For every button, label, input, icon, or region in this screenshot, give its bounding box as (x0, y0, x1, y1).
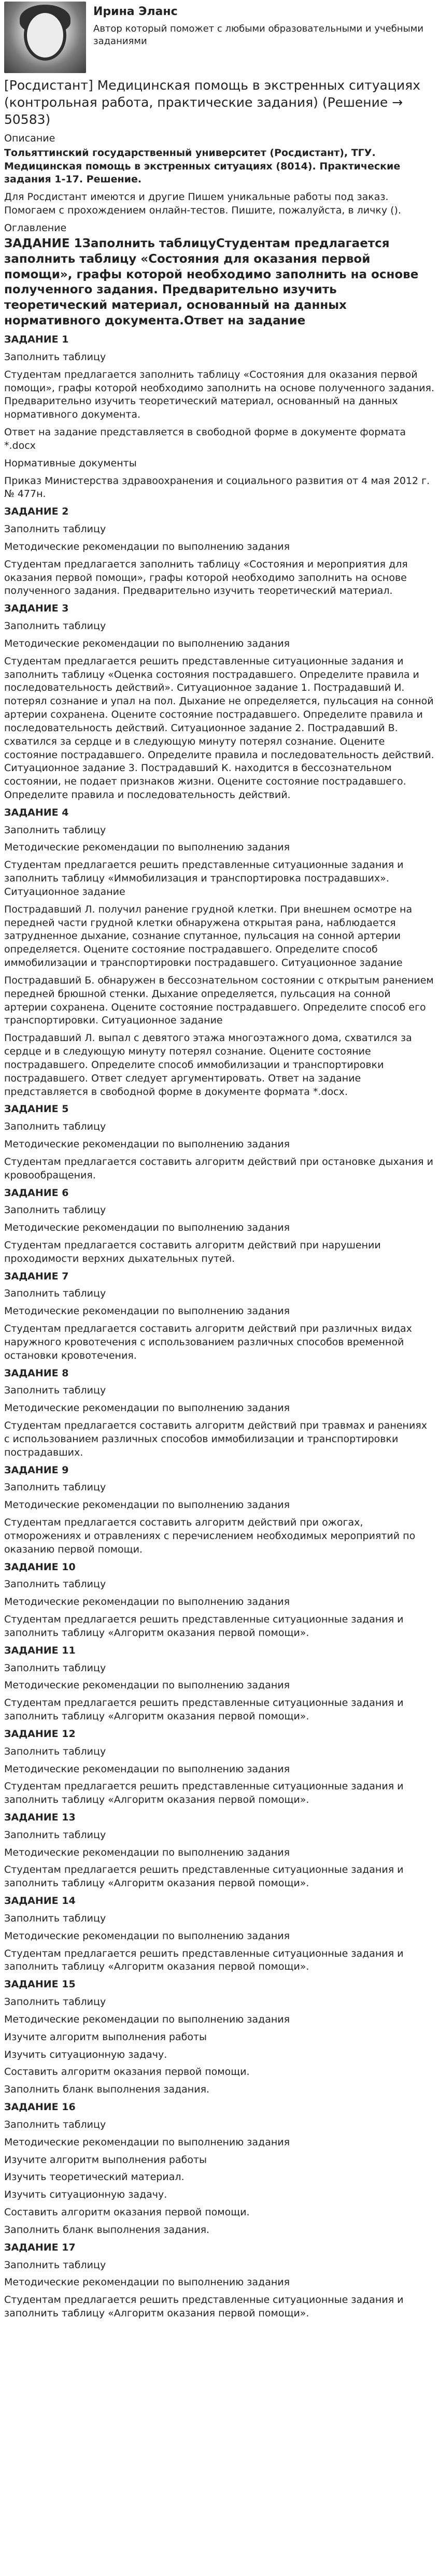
task-line: Методические рекомендации по выполнению задания (4, 2013, 290, 2025)
task-heading: ЗАДАНИЕ 7 (4, 1270, 69, 1282)
task-line: Заполнить таблицу (4, 2259, 106, 2271)
task-line: Студентам предлагается решить представленные ситуационные задания и заполнить таблицу «Алгоритм оказания первой помощи». (4, 1781, 404, 1806)
author-description: Автор который поможет с любыми образовательными и учебными заданиями (93, 23, 424, 47)
task-line: Заполнить бланк выполнения задания. (4, 2224, 210, 2236)
task-line: Студентам предлагается заполнить таблицу «Состояния и мероприятия для оказания первой помощи», графы которой необходимо заполнить на основе полученного задания. Предварительно изучить теоретический материал. (4, 558, 408, 597)
task-line: Заполнить таблицу (4, 1482, 106, 1493)
task-section (4, 1270, 435, 1363)
task-line: Изучить ситуационную задачу. (4, 2189, 167, 2201)
task-line: Студентам предлагается решить представленные ситуационные задания и заполнить таблицу «Алгоритм оказания первой помощи». (4, 1864, 404, 1889)
task-line: Заполнить таблицу (4, 1662, 106, 1674)
task-line: Заполнить таблицу (4, 1578, 106, 1590)
task-line: Методические рекомендации по выполнению задания (4, 1499, 290, 1511)
task-line: Методические рекомендации по выполнению задания (4, 1680, 290, 1691)
task-line: Пострадавший Б. обнаружен в бессознательном состоянии с открытым ранением передней брюшной стенки. Дыхание определяется, пульсация на сонной артерии сохранена. Оцените состояние пострадавшего. Определите способ его транспортировки. Ситуационное задание (4, 974, 434, 1027)
tasks-list (4, 333, 435, 2321)
task-line: Методические рекомендации по выполнению задания (4, 1402, 290, 1414)
task-line: Изучить ситуационную задачу. (4, 2048, 167, 2060)
task-line: Методические рекомендации по выполнению задания (4, 842, 290, 853)
task-line: Методические рекомендации по выполнению задания (4, 1222, 290, 1234)
task-line: Заполнить таблицу (4, 1996, 106, 2008)
task-section (4, 1811, 435, 1890)
task-line: Студентам предлагается составить алгоритм действий при ожогах, отморожениях и отравлениях с перечислением необходимых мероприятий по оказанию первой помощи. (4, 1517, 416, 1555)
task-section (4, 1187, 435, 1266)
task-section (4, 2101, 435, 2237)
task-heading: ЗАДАНИЕ 2 (4, 506, 69, 518)
page-title: [Росдистант] Медицинская помощь в экстренных ситуациях (контрольная работа, практические задания) (Решение → 50583) (4, 78, 420, 127)
task-line: Методические рекомендации по выполнению задания (4, 637, 290, 649)
task-line: Заполнить таблицу (4, 1829, 106, 1841)
task-section (4, 1895, 435, 1974)
task-line: Заполнить таблицу (4, 523, 106, 535)
task-heading: ЗАДАНИЕ 13 (4, 1811, 76, 1823)
task-section (4, 1103, 435, 1182)
task-line: Студентам предлагается составить алгоритм действий при травмах и ранениях с использованием различных способов иммобилизации и транспортировки пострадавших. (4, 1420, 427, 1458)
task-heading: ЗАДАНИЕ 10 (4, 1561, 76, 1573)
task-line: Студентам предлагается решить представленные ситуационные задания и заполнить таблицу «Алгоритм оказания первой помощи». (4, 1947, 404, 1973)
avatar (4, 2, 86, 73)
description-bold: Тольяттинский государственный университет (Росдистант), ТГУ. Медицинская помощь в экстренных ситуациях (8014). Практические задания 1-17. Решение. (4, 147, 401, 186)
task-heading: ЗАДАНИЕ 16 (4, 2101, 76, 2113)
toc-label: Оглавление (4, 222, 67, 234)
avatar-face (27, 13, 63, 58)
task-line: Заполнить таблицу (4, 1745, 106, 1757)
task-line: Составить алгоритм оказания первой помощи. (4, 2066, 250, 2078)
task-line: Методические рекомендации по выполнению задания (4, 540, 290, 552)
task-line: Заполнить бланк выполнения задания. (4, 2084, 210, 2096)
task-line: Методические рекомендации по выполнению задания (4, 2276, 290, 2288)
task-section (4, 1367, 435, 1460)
task-line: Студентам предлагается заполнить таблицу «Состояния для оказания первой помощи», графы которой необходимо заполнить на основе полученного задания. Предварительно изучить теоретический материал, основанный на данных нормативного документа. (4, 368, 434, 421)
author-header (4, 0, 435, 77)
task-section (4, 602, 435, 802)
task-line: Заполнить таблицу (4, 1912, 106, 1924)
task-section (4, 2241, 435, 2321)
task-line: Студентам предлагается составить алгоритм действий при различных видах наружного кровотечения с использованием различных способов временной остановки кровотечения. (4, 1323, 412, 1361)
task-line: Методические рекомендации по выполнению задания (4, 1305, 290, 1317)
task-line: Методические рекомендации по выполнению задания (4, 1763, 290, 1775)
task-heading: ЗАДАНИЕ 15 (4, 1979, 76, 1990)
task-line: Приказ Министерства здравоохранения и социального развития от 4 мая 2012 г. № 477н. (4, 475, 430, 500)
task-line: Студентам предлагается решить представленные ситуационные задания и заполнить таблицу «Иммобилизация и транспортировка пострадавших». Ситуационное задание (4, 859, 404, 898)
task-section (4, 505, 435, 598)
task-line: Методические рекомендации по выполнению задания (4, 2136, 290, 2148)
task-line: Заполнить таблицу (4, 1204, 106, 1216)
task-heading: ЗАДАНИЕ 3 (4, 603, 69, 615)
task-line: Заполнить таблицу (4, 824, 106, 836)
task-section (4, 1978, 435, 2097)
task-line: Методические рекомендации по выполнению задания (4, 1138, 290, 1150)
task-line: Методические рекомендации по выполнению задания (4, 1596, 290, 1608)
task-heading: ЗАДАНИЕ 12 (4, 1728, 76, 1740)
author-name[interactable]: Ирина Эланс (93, 5, 178, 18)
task-heading: ЗАДАНИЕ 17 (4, 2241, 76, 2253)
task-line: Студентам предлагается решить представленные ситуационные задания и заполнить таблицу «Алгоритм оказания первой помощи». (4, 1614, 404, 1639)
task-line: Заполнить таблицу (4, 620, 106, 632)
description-text: Для Росдистант имеются и другие Пишем уникальные работы под заказ. Помогаем с прохождением онлайн-тестов. Пишите, пожалуйста, в личку (). (4, 191, 401, 217)
task-heading: ЗАДАНИЕ 11 (4, 1644, 76, 1656)
author-info (93, 0, 435, 48)
task-heading: ЗАДАНИЕ 8 (4, 1367, 69, 1379)
task-section (4, 1464, 435, 1557)
task-heading: ЗАДАНИЕ 14 (4, 1895, 76, 1907)
task-section (4, 806, 435, 1099)
task-line: Составить алгоритм оказания первой помощи. (4, 2207, 250, 2218)
task-line: Студентам предлагается решить представленные ситуационные задания и заполнить таблицу «Алгоритм оказания первой помощи». (4, 1697, 404, 1723)
task-heading: ЗАДАНИЕ 4 (4, 806, 69, 818)
task-line: Заполнить таблицу (4, 2118, 106, 2130)
task-line: Студентам предлагается решить представленные ситуационные задания и заполнить таблицу «Оценка состояния пострадавшего. Определите правила и последовательность действий». Ситуационное задание 1. Пострадавший И. потерял сознание и упал на пол. Дыхание не определяется, пульсация на сонной артерии сохранена. Оцените состояние пострадавшего. Определите правила и последовательность действий. Ситуационное задание 2. Пострадавший В. схватился за сердце и в следующую минуту потерял сознание. Оцените состояние пострадавшего. Определите правила и последовательность действий. Ситуационное задание 3. Пострадавший К. находится в бессознательном состоянии, не подает признаков жизни. Оцените состояние пострадавшего. Определите правила и последовательность действий. (4, 655, 434, 801)
task-line: Изучите алгоритм выполнения работы (4, 2031, 207, 2043)
task-section (4, 1728, 435, 1807)
task-line: Студентам предлагается составить алгоритм действий при нарушении проходимости верхних дыхательных путей. (4, 1240, 381, 1264)
toc-heading: ЗАДАНИЕ 1Заполнить таблицуСтудентам предлагается заполнить таблицу «Состояния для оказания первой помощи», графы которой необходимо заполнить на основе полученного задания. Предварительно изучить теоретический материал, основанный на данных нормативного документа.Ответ на задание (4, 236, 419, 328)
task-heading: ЗАДАНИЕ 1 (4, 334, 69, 346)
task-line: Изучить теоретический материал. (4, 2171, 185, 2183)
task-line: Пострадавший Л. получил ранение грудной клетки. При внешнем осмотре на передней части грудной клетки обнаружена открытая рана, наблюдается затрудненное дыхание, сознание спутанное, пульсация на сонной артерии определяется. Оцените состояние пострадавшего. Определите способ иммобилизации и транспортировки пострадавшего. Ситуационное задание (4, 903, 413, 969)
task-line: Пострадавший Л. выпал с девятого этажа многоэтажного дома, схватился за сердце и в следующую минуту потерял сознание. Оцените состояние пострадавшего. Определите способ иммобилизации и транспортировки пострадавшего. Ответ следует аргументировать. Ответ на задание представляется в свободной форме в документе формата *.docx. (4, 1032, 412, 1098)
task-section (4, 333, 435, 501)
task-heading: ЗАДАНИЕ 9 (4, 1464, 69, 1476)
task-line: Ответ на задание представляется в свободной форме в документе формата *.docx (4, 426, 406, 451)
task-line: Заполнить таблицу (4, 1385, 106, 1397)
task-line: Нормативные документы (4, 457, 137, 469)
task-line: Заполнить таблицу (4, 1121, 106, 1133)
task-heading: ЗАДАНИЕ 5 (4, 1103, 69, 1115)
task-line: Студентам предлагается решить представленные ситуационные задания и заполнить таблицу «Алгоритм оказания первой помощи». (4, 2294, 404, 2319)
task-line: Методические рекомендации по выполнению задания (4, 1846, 290, 1858)
task-heading: ЗАДАНИЕ 6 (4, 1187, 69, 1199)
description-label: Описание (4, 133, 55, 144)
task-line: Студентам предлагается составить алгоритм действий при остановке дыхания и кровообращения. (4, 1156, 433, 1181)
task-section (4, 1644, 435, 1724)
task-line: Заполнить таблицу (4, 1288, 106, 1300)
task-line: Заполнить таблицу (4, 351, 106, 363)
task-section (4, 1561, 435, 1640)
task-line: Методические рекомендации по выполнению задания (4, 1930, 290, 1942)
task-line: Изучите алгоритм выполнения работы (4, 2154, 207, 2166)
